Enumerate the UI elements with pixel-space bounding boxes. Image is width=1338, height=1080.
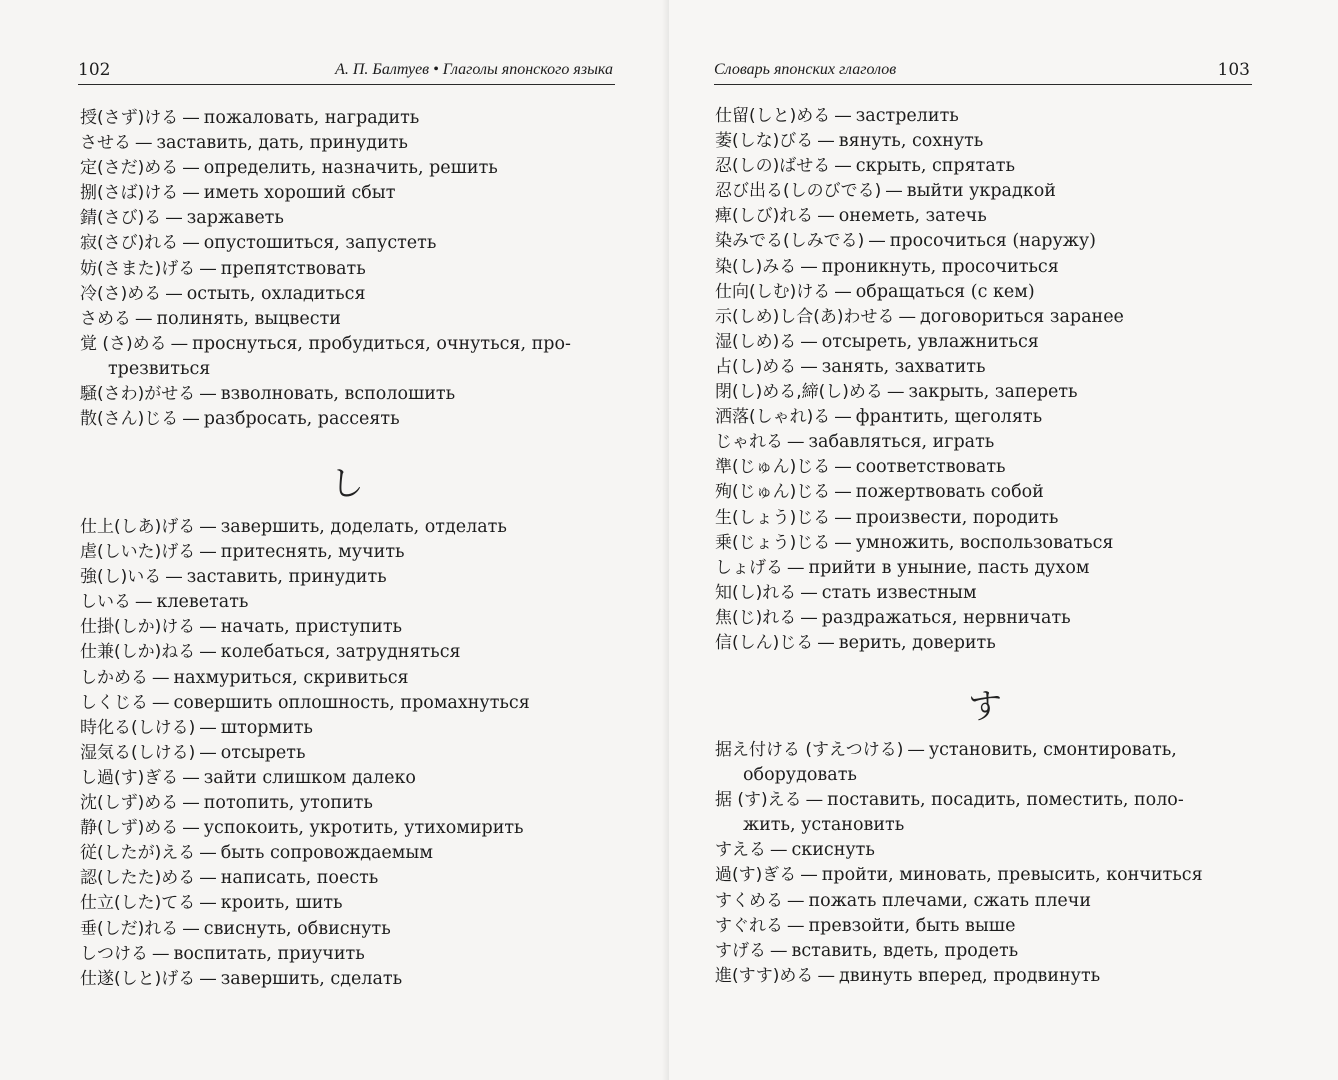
entry-headword: 占(し)める [715,356,797,377]
entry-headword: 虐(しいた)げる [80,542,196,563]
entry-dash: — [165,567,183,588]
entry-dash: — [199,642,217,663]
entry-definition: договориться заранее [920,306,1124,327]
entry-definition: иметь хороший сбыт [203,183,396,204]
entry-definition: застрелить [855,106,959,126]
dictionary-entry [80,942,614,967]
entry-list [80,515,614,992]
entry-dash: — [182,793,200,814]
entry-headword: 生(しょう)じる [715,507,831,528]
dictionary-entry [715,455,1251,480]
entry-dash: — [800,607,818,628]
dictionary-entry [80,791,614,816]
entry-definition: колебаться, затрудняться [220,642,461,663]
entry-definition: стать известным [821,582,977,603]
entry-definition: произвести, породить [855,507,1059,528]
entry-definition: завершить, доделать, отделать [220,517,507,537]
dictionary-entry [715,305,1251,330]
entry-headword: さめる [80,308,131,329]
entry-list [715,104,1251,656]
entry-definition: проснуться, пробудиться, очнуться, про- [192,333,571,354]
dictionary-entry [715,430,1251,455]
dictionary-entry [715,556,1251,581]
dictionary-entry [80,515,614,540]
entry-headword: すげる [715,940,766,961]
dictionary-entry [715,204,1251,229]
entry-definition: определить, назначить, решить [203,158,498,179]
dictionary-entry [715,255,1251,280]
entry-definition: просочиться (наружу) [889,231,1096,252]
entry-definition: заржаветь [186,208,284,229]
entry-definition: превзойти, быть выше [808,915,1016,936]
entry-definition: отсыреть [220,742,306,763]
entry-dash: — [770,840,788,861]
entry-headword: 焦(じ)れる [715,607,797,628]
left-page-header [78,58,615,85]
entry-headword: 萎(しな)びる [715,131,814,152]
entry-headword: しいる [80,592,131,613]
entry-headword: 仕留(しと)める [715,106,831,126]
page-number: 103 [1217,60,1250,80]
entry-definition: заставить, принудить [186,567,387,588]
dictionary-entry [715,104,1251,129]
entry-definition: быть сопровождаемым [220,843,433,864]
entry-headword: 騒(さわ)がせる [80,384,196,405]
entry-dash: — [800,582,818,603]
entry-definition: онеметь, затечь [838,206,987,227]
dictionary-entry [715,788,1251,838]
entry-dash: — [787,890,805,911]
entry-headword: 湿気る(しける) [80,742,196,763]
dictionary-entry [80,891,614,916]
dictionary-entry [80,156,614,181]
dictionary-entry [715,939,1251,964]
running-title: Словарь японских глаголов [714,61,897,78]
entry-headword: 定(さだ)める [80,158,179,179]
entry-dash: — [182,409,200,430]
entry-dash: — [199,517,217,537]
entry-headword: 寂(さび)れる [80,233,179,254]
dictionary-entry [715,355,1251,380]
dictionary-entry [80,766,614,791]
dictionary-entry [715,914,1251,939]
entry-headword: 仕遂(しと)げる [80,968,196,989]
dictionary-entry [715,889,1251,914]
entry-headword: し過(す)ぎる [80,767,179,788]
entry-definition: раздражаться, нервничать [821,607,1071,628]
dictionary-entry [80,332,614,382]
entry-dash: — [135,592,153,613]
entry-list [80,106,614,432]
entry-definition-continued: трезвиться [108,358,211,379]
entry-definition: препятствовать [220,258,366,279]
running-title: А. П. Балтуев • Глаголы японского языка [335,61,613,78]
entry-definition: пройти, миновать, превысить, кончиться [821,865,1203,886]
entry-headword: 冷(さ)める [80,283,162,304]
entry-definition: начать, приступить [220,617,403,638]
entry-dash: — [199,617,217,638]
dictionary-entry [715,280,1251,305]
entry-dash: — [199,868,217,889]
dictionary-entry [80,382,614,407]
section-heading-kana: す [968,687,1002,727]
entry-headword: 静(しず)める [80,818,179,839]
dictionary-entry [80,231,614,256]
entry-dash: — [199,843,217,864]
entry-definition: написать, поесть [220,868,379,889]
entry-dash: — [805,790,824,811]
entry-list [715,738,1251,989]
entry-definition: пожертвовать собой [855,482,1044,503]
entry-dash: — [834,281,852,302]
entry-dash: — [886,382,905,403]
dictionary-entry [715,330,1251,355]
entry-headword: すぐれる [715,915,783,936]
entry-headword: 知(し)れる [715,582,797,603]
entry-headword: 忍び出る(しのびでる) [715,181,882,202]
entry-headword: 仕掛(しか)ける [80,617,196,638]
entry-dash: — [907,740,925,760]
entry-dash: — [152,667,170,688]
entry-headword: 認(したた)める [80,868,196,889]
dictionary-entry [715,154,1251,179]
dictionary-entry [80,206,614,231]
entry-definition: воспитать, приучить [173,943,365,964]
entry-headword: 仕立(した)てる [80,893,196,914]
dictionary-entry [80,967,614,992]
entry-dash: — [135,133,153,154]
dictionary-entry [80,257,614,282]
entry-dash: — [199,742,217,763]
entry-dash: — [165,208,183,229]
dictionary-entry [80,866,614,891]
dictionary-entry [715,506,1251,531]
dictionary-entry [80,540,614,565]
entry-dash: — [834,106,852,126]
entry-dash: — [182,108,200,128]
dictionary-entry [715,179,1251,204]
entry-headword: 時化る(しける) [80,717,196,738]
entry-headword: 殉(じゅん)じる [715,482,831,503]
entry-dash: — [834,532,852,553]
entry-dash: — [182,918,200,939]
entry-headword: じゃれる [715,432,783,453]
entry-definition-continued: оборудовать [743,765,857,786]
entry-headword: 従(したが)える [80,843,196,864]
entry-dash: — [199,542,217,563]
entry-dash: — [834,156,852,177]
dictionary-entry [715,229,1251,254]
dictionary-entry [80,691,614,716]
entry-headword: しくじる [80,692,148,713]
dictionary-entry [715,863,1251,888]
entry-dash: — [834,407,852,428]
entry-headword: 散(さん)じる [80,409,179,430]
entry-dash: — [898,306,917,327]
entry-definition: вставить, вдеть, продеть [791,940,1019,961]
section-heading-kana: し [330,464,364,504]
entry-dash: — [817,131,835,152]
entry-definition: клеветать [156,592,249,613]
entry-headword: させる [80,133,131,154]
entry-dash: — [199,258,217,279]
entry-dash: — [800,865,818,886]
entry-headword: 準(じゅん)じる [715,457,831,478]
entry-headword: 錆(さび)る [80,208,162,229]
dictionary-entry [715,838,1251,863]
entry-headword: 示(しめ)し合(あ)わせる [715,306,895,327]
entry-headword: 閉(し)める,締(し)める [715,382,883,403]
dictionary-entry [80,841,614,866]
entry-definition: отсыреть, увлажниться [821,331,1039,352]
dictionary-entry [80,716,614,741]
entry-headword: 妨(さまた)げる [80,258,196,279]
entry-headword: 乗(じょう)じる [715,532,831,553]
entry-dash: — [182,158,200,179]
right-page-header [714,58,1252,85]
dictionary-entry [80,131,614,156]
dictionary-entry [715,738,1251,788]
entry-definition: пожаловать, наградить [203,108,420,128]
entry-dash: — [152,943,170,964]
page-number: 102 [78,60,111,80]
entry-definition: выйти украдкой [906,181,1056,202]
entry-dash: — [868,231,886,252]
dictionary-entry [80,407,614,432]
entry-dash: — [135,308,153,329]
dictionary-entry [80,615,614,640]
entry-definition: установить, смонтировать, [928,740,1177,760]
entry-definition: завершить, сделать [220,968,403,989]
entry-dash: — [834,457,852,478]
entry-definition: зайти слишком далеко [203,767,416,788]
entry-dash: — [152,692,170,713]
entry-headword: すえる [715,840,766,861]
dictionary-entry [715,631,1251,656]
entry-definition: проникнуть, просочиться [821,256,1059,277]
entry-definition: франтить, щеголять [855,407,1043,428]
dictionary-entry [80,917,614,942]
entry-definition: скиснуть [791,840,875,861]
entry-headword: しつける [80,943,148,964]
entry-dash: — [182,767,200,788]
entry-headword: しょげる [715,557,783,578]
dictionary-entry [80,741,614,766]
entry-definition: забавляться, играть [808,432,995,453]
entry-headword: しかめる [80,667,148,688]
entry-dash: — [182,818,200,839]
entry-definition: взволновать, всполошить [220,384,456,405]
entry-definition: нахмуриться, скривиться [173,667,409,688]
entry-definition: поставить, посадить, поместить, поло- [827,790,1184,811]
entry-definition: совершить оплошность, промахнуться [173,692,530,713]
entry-dash: — [165,283,183,304]
entry-definition: опустошиться, запустеть [203,233,437,254]
entry-dash: — [834,482,852,503]
entry-definition: прийти в уныние, пасть духом [808,557,1090,578]
entry-headword: 過(す)ぎる [715,865,797,886]
entry-dash: — [800,256,818,277]
entry-headword: 据え付ける (すえつける) [715,740,904,760]
dictionary-entry [715,405,1251,430]
entry-dash: — [817,206,835,227]
entry-definition-continued: жить, установить [743,815,905,836]
entry-definition: полинять, выцвести [156,308,341,329]
entry-dash: — [182,183,200,204]
entry-headword: 痺(しび)れる [715,206,814,227]
entry-dash: — [199,893,217,914]
entry-dash: — [787,915,805,936]
dictionary-entry [80,590,614,615]
entry-dash: — [199,717,217,738]
entry-headword: 仕兼(しか)ねる [80,642,196,663]
entry-headword: 仕向(しむ)ける [715,281,831,302]
entry-definition: обращаться (с кем) [855,281,1035,302]
entry-headword: 洒落(しゃれ)る [715,407,831,428]
entry-definition: вянуть, сохнуть [838,131,984,152]
entry-definition: успокоить, укротить, утихомирить [203,818,524,839]
entry-dash: — [199,968,217,989]
entry-dash: — [787,557,805,578]
right-page [669,0,1338,1080]
dictionary-entry [80,307,614,332]
entry-definition: скрыть, спрятать [855,156,1016,177]
entry-definition: притеснять, мучить [220,542,405,563]
entry-headword: 垂(しだ)れる [80,918,179,939]
entry-definition: умножить, воспользоваться [855,532,1114,553]
entry-dash: — [800,356,818,377]
entry-dash: — [834,507,852,528]
entry-headword: 染みでる(しみでる) [715,231,865,252]
entry-definition: кроить, шить [220,893,343,914]
entry-definition: пожать плечами, сжать плечи [808,890,1092,911]
dictionary-entry [80,565,614,590]
entry-headword: すくめる [715,890,783,911]
entry-headword: 据 (す)える [715,790,802,811]
entry-dash: — [787,432,805,453]
entry-headword: 強(し)いる [80,567,162,588]
dictionary-entry [715,380,1251,405]
entry-definition: свиснуть, обвиснуть [203,918,391,939]
entry-definition: разбросать, рассеять [203,409,400,430]
dictionary-entry [715,581,1251,606]
entry-definition: остыть, охладиться [186,283,366,304]
entry-headword: 信(しん)じる [715,632,814,653]
entry-dash: — [817,965,835,986]
dictionary-entry [80,816,614,841]
entry-dash: — [770,940,788,961]
entry-headword: 覚 (さ)める [80,333,167,354]
dictionary-entry [715,129,1251,154]
entry-dash: — [182,233,200,254]
entry-headword: 染(し)みる [715,256,797,277]
entry-dash: — [817,632,835,653]
entry-definition: занять, захватить [821,356,986,377]
entry-dash: — [170,333,189,354]
entry-headword: 捌(さば)ける [80,183,179,204]
dictionary-entry [80,106,614,131]
dictionary-entry [715,606,1251,631]
entry-definition: соответствовать [855,457,1006,478]
entry-headword: 授(さず)ける [80,108,179,128]
entry-dash: — [199,384,217,405]
dictionary-entry [80,282,614,307]
entry-definition: потопить, утопить [203,793,373,814]
entry-dash: — [885,181,903,202]
entry-headword: 進(すす)める [715,965,814,986]
dictionary-entry [80,666,614,691]
dictionary-entry [80,181,614,206]
dictionary-entry [715,964,1251,989]
entry-definition: верить, доверить [838,632,996,653]
entry-definition: двинуть вперед, продвинуть [838,965,1101,986]
entry-definition: штормить [220,717,313,738]
dictionary-entry [715,480,1251,505]
entry-dash: — [800,331,818,352]
entry-definition: заставить, дать, принудить [156,133,408,154]
entry-headword: 忍(しの)ばせる [715,156,831,177]
dictionary-entry [715,531,1251,556]
entry-headword: 仕上(しあ)げる [80,517,196,537]
entry-definition: закрыть, запереть [908,382,1078,403]
dictionary-entry [80,640,614,665]
entry-headword: 湿(しめ)る [715,331,797,352]
entry-headword: 沈(しず)める [80,793,179,814]
